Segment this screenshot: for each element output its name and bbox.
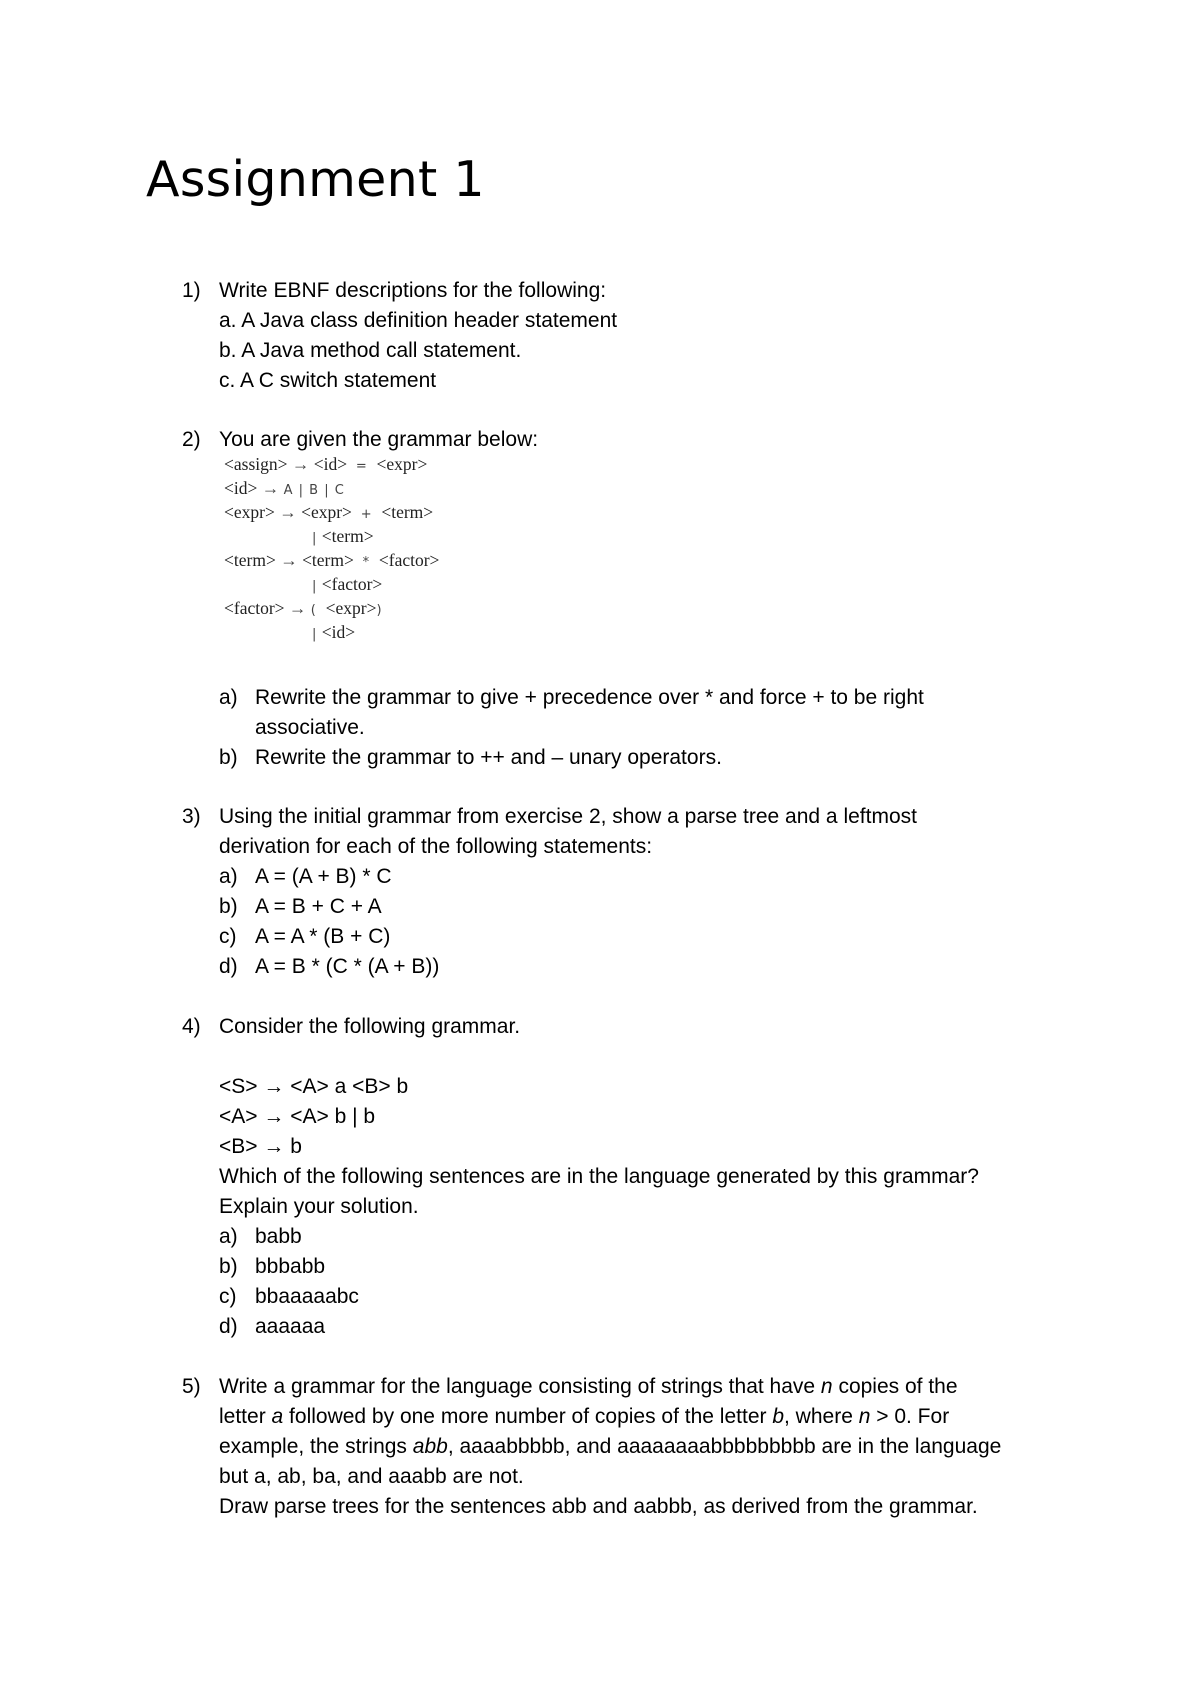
q2-number: 2)	[182, 428, 201, 451]
q4-item-b-text: bbbabb	[255, 1255, 326, 1278]
q5-line-3: example, the strings abb, aaaabbbbb, and aaaaaaaabbbbbbbbb are in the language	[219, 1435, 1002, 1458]
q3-item-d-label: d)	[219, 955, 238, 978]
q1-item-a: a. A Java class definition header statement	[219, 309, 618, 332]
q3-text-cont: derivation for each of the following statements:	[219, 835, 653, 858]
q4-item-a-label: a)	[219, 1225, 238, 1248]
q3-item-b-text: A = B + C + A	[255, 895, 382, 918]
q1-text: Write EBNF descriptions for the following:	[219, 279, 607, 302]
q1-item-c: c. A C switch statement	[219, 369, 437, 392]
q4-rule-a: <A> → <A> b | b	[219, 1105, 376, 1128]
q4-rule-s: <S> → <A> a <B> b	[219, 1075, 409, 1098]
grammar-rule-term: <term> → <term> * <factor>	[224, 550, 440, 570]
q4-question: Which of the following sentences are in the language generated by this grammar?	[219, 1165, 979, 1188]
q4-item-d-label: d)	[219, 1315, 238, 1338]
q2-text: You are given the grammar below:	[219, 428, 539, 451]
q1-number: 1)	[182, 279, 201, 302]
grammar-rule-expr: <expr> → <expr> + <term>	[224, 502, 434, 522]
q3-item-d-text: A = B * (C * (A + B))	[255, 955, 440, 978]
q2-item-a-text-cont: associative.	[255, 716, 365, 739]
q5-number: 5)	[182, 1375, 201, 1398]
grammar-rule-term-alt: | <factor>	[312, 574, 383, 594]
q4-text: Consider the following grammar.	[219, 1015, 521, 1038]
page-title: Assignment 1	[146, 151, 485, 208]
q3-item-c-label: c)	[219, 925, 237, 948]
q5-line-5: Draw parse trees for the sentences abb and aabbb, as derived from the grammar.	[219, 1495, 978, 1518]
q3-number: 3)	[182, 805, 201, 828]
q3-item-a-label: a)	[219, 865, 238, 888]
q4-question-cont: Explain your solution.	[219, 1195, 419, 1218]
q4-number: 4)	[182, 1015, 201, 1038]
q2-item-b-label: b)	[219, 746, 238, 769]
grammar-rule-factor: <factor> → ( <expr>)	[224, 598, 383, 618]
q2-item-a-text: Rewrite the grammar to give + precedence over * and force + to be right	[255, 686, 924, 709]
q3-item-c-text: A = A * (B + C)	[255, 925, 391, 948]
q3-item-a-text: A = (A + B) * C	[255, 865, 392, 888]
q5-line-1: Write a grammar for the language consisting of strings that have n copies of the	[219, 1375, 958, 1398]
q3-text: Using the initial grammar from exercise 2, show a parse tree and a leftmost	[219, 805, 917, 828]
q4-item-c-label: c)	[219, 1285, 237, 1308]
grammar-rule-expr-alt: | <term>	[312, 526, 374, 546]
q4-item-a-text: babb	[255, 1225, 302, 1248]
q4-item-c-text: bbaaaaabc	[255, 1285, 359, 1308]
q2-item-b-text: Rewrite the grammar to ++ and – unary operators.	[255, 746, 722, 769]
grammar-rule-assign: <assign> → <id> = <expr>	[224, 454, 428, 474]
grammar-rule-id: <id> → A | B | C	[224, 478, 345, 498]
grammar-rule-factor-alt: | <id>	[312, 622, 356, 642]
q2-item-a-label: a)	[219, 686, 238, 709]
q5-line-4: but a, ab, ba, and aaabb are not.	[219, 1465, 524, 1488]
q4-item-b-label: b)	[219, 1255, 238, 1278]
q1-item-b: b. A Java method call statement.	[219, 339, 522, 362]
q4-rule-b: <B> → b	[219, 1135, 302, 1158]
q4-item-d-text: aaaaaa	[255, 1315, 326, 1338]
q3-item-b-label: b)	[219, 895, 238, 918]
q5-line-2: letter a followed by one more number of copies of the letter b, where n > 0. For	[219, 1405, 950, 1428]
